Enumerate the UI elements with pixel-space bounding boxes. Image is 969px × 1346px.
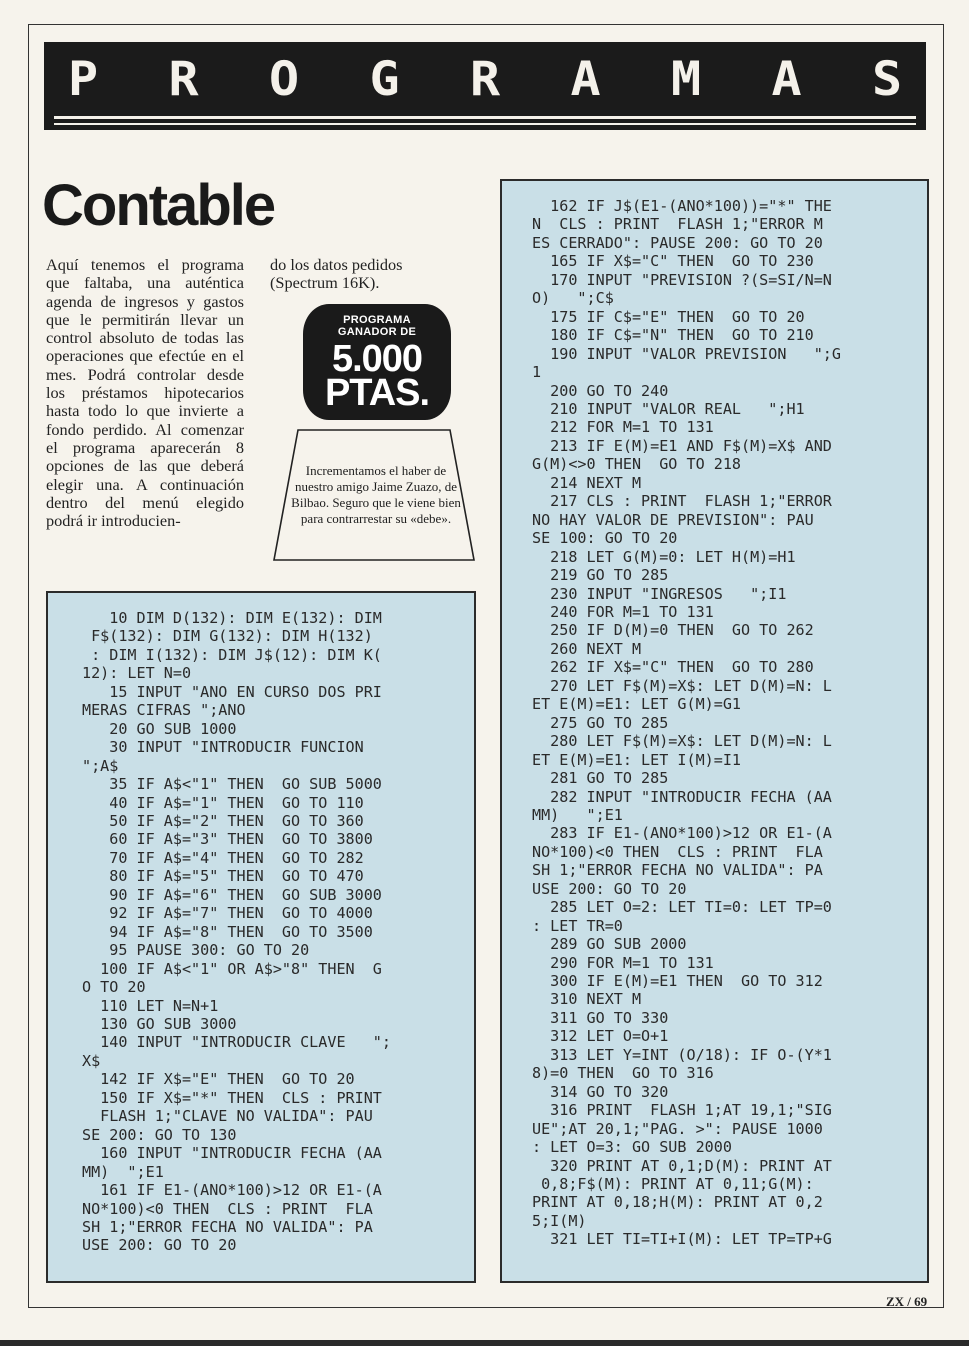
badge-line2: GANADOR DE xyxy=(337,326,417,338)
binding-edge xyxy=(0,1340,969,1346)
code-listing-right xyxy=(500,179,929,1283)
intro-text-col1: Aquí tenemos el programa que faltaba, una auténtica agenda de ingresos y gastos que le permitirán llevar un control absoluto de todas las operaciones que efectúe en el mes. Podrá controlar desde los préstamos hipotecarios hasta todo lo que invierte a fondo perdido. Al comenzar el programa aparecerán 8 opciones de las que deberá elegir una. A continuación dentro del menú elegido podrá ir introducien- xyxy=(46,255,244,531)
intro-text-col2: do los datos pedidos (Spectrum 16K). xyxy=(270,255,403,293)
banner-letter: A xyxy=(570,51,601,107)
banner-letter: G xyxy=(369,51,400,107)
page-folio: ZX / 69 xyxy=(886,1294,928,1309)
badge-line1: PROGRAMA xyxy=(343,314,411,326)
basic-code-left: 10 DIM D(132): DIM E(132): DIM F$(132): DIM G(132): DIM H(132) : DIM I(132): DIM J$(12): DIM K( 12): LET N=0 15 INPUT "ANO EN CURSO DOS PRI MERAS CIFRAS ";ANO 20 GO SUB 1000 30 INPUT "INTRODUCIR FUNCION ";A$ 35 IF A$<"1" THEN GO SUB 5000 40 IF A$="1" THEN GO TO 110 50 IF A$="2" THEN GO TO 360 60 IF A$="3" THEN GO TO 3800 70 IF A$="4" THEN GO TO 282 80 IF A$="5" THEN GO TO 470 90 IF A$="6" THEN GO SUB 3000 92 IF A$="7" THEN GO TO 4000 94 IF A$="8" THEN GO TO 3500 95 PAUSE 300: GO TO 20 100 IF A$<"1" OR A$>"8" THEN G O TO 20 110 LET N=N+1 130 GO SUB 3000 140 INPUT "INTRODUCIR CLAVE "; X$ 142 IF X$="E" THEN GO TO 20 150 IF X$="*" THEN CLS : PRINT FLASH 1;"CLAVE NO VALIDA": PAU SE 200: GO TO 130 160 INPUT "INTRODUCIR FECHA (AA MM) ";E1 161 IF E1-(ANO*100)>12 OR E1-(A NO*100)<0 THEN CLS : PRINT FLA SH 1;"ERROR FECHA NO VALIDA": PA USE 200: GO TO 20 xyxy=(82,609,391,1255)
banner-letter: M xyxy=(670,51,702,107)
prize-badge xyxy=(305,306,449,418)
code-listing-left xyxy=(46,591,476,1283)
banner-letter: S xyxy=(871,51,903,107)
banner-rule xyxy=(54,123,916,125)
thanks-note: Incrementamos el haber de nuestro amigo Jaime Zuazo, de Bilbao. Seguro que le viene bien para contrarrestar su «debe». xyxy=(291,463,461,526)
badge-currency: PTAS. xyxy=(324,372,430,414)
banner-letter: A xyxy=(771,51,802,107)
section-banner xyxy=(44,42,926,130)
banner-rule xyxy=(54,116,916,119)
banner-letter: R xyxy=(168,51,199,107)
article-title: Contable xyxy=(42,173,275,238)
badge-amount: 5.000 xyxy=(331,338,423,380)
banner-letter: O xyxy=(268,51,300,107)
banner-letter: P xyxy=(67,51,99,107)
banner-title xyxy=(44,48,926,110)
banner-letter: R xyxy=(469,51,501,107)
basic-code-right: 162 IF J$(E1-(ANO*100))="*" THE N CLS : PRINT FLASH 1;"ERROR M ES CERRADO": PAUSE 200: GO TO 20 165 IF X$="C" THEN GO TO 230 170 INPUT "PREVISION ?(S=SI/N=N O) ";C$ 175 IF C$="E" THEN GO TO 20 180 IF C$="N" THEN GO TO 210 190 INPUT "VALOR PREVISION ";G 1 200 GO TO 240 210 INPUT "VALOR REAL ";H1 212 FOR M=1 TO 131 213 IF E(M)=E1 AND F$(M)=X$ AND G(M)<>0 THEN GO TO 218 214 NEXT M 217 CLS : PRINT FLASH 1;"ERROR NO HAY VALOR DE PREVISION": PAU SE 100: GO TO 20 218 LET G(M)=0: LET H(M)=H1 219 GO TO 285 230 INPUT "INGRESOS ";I1 240 FOR M=1 TO 131 250 IF D(M)=0 THEN GO TO 262 260 NEXT M 262 IF X$="C" THEN GO TO 280 270 LET F$(M)=X$: LET D(M)=N: L ET E(M)=E1: LET G(M)=G1 275 GO TO 285 280 LET F$(M)=X$: LET D(M)=N: L ET E(M)=E1: LET I(M)=I1 281 GO TO 285 282 INPUT "INTRODUCIR FECHA (AA MM) ";E1 283 IF E1-(ANO*100)>12 OR E1-(A NO*100)<0 THEN CLS : PRINT FLA SH 1;"ERROR FECHA NO VALIDA": PA USE 200: GO TO 20 285 LET O=2: LET TI=0: LET TP=0 : LET TR=0 289 GO SUB 2000 290 FOR M=1 TO 131 300 IF E(M)=E1 THEN GO TO 312 310 NEXT M 311 GO TO 330 312 LET O=O+1 313 LET Y=INT (O/18): IF O-(Y*1 8)=0 THEN GO TO 316 314 GO TO 320 316 PRINT FLASH 1;AT 19,1;"SIG UE";AT 20,1;"PAG. >": PAUSE 1000 : LET O=3: GO SUB 2000 320 PRINT AT 0,1;D(M): PRINT AT 0,8;F$(M): PRINT AT 0,11;G(M): PRINT AT 0,18;H(M): PRINT AT 0,2 5;I(M) 321 LET TI=TI+I(M): LET TP=TP+G xyxy=(532,197,841,1249)
